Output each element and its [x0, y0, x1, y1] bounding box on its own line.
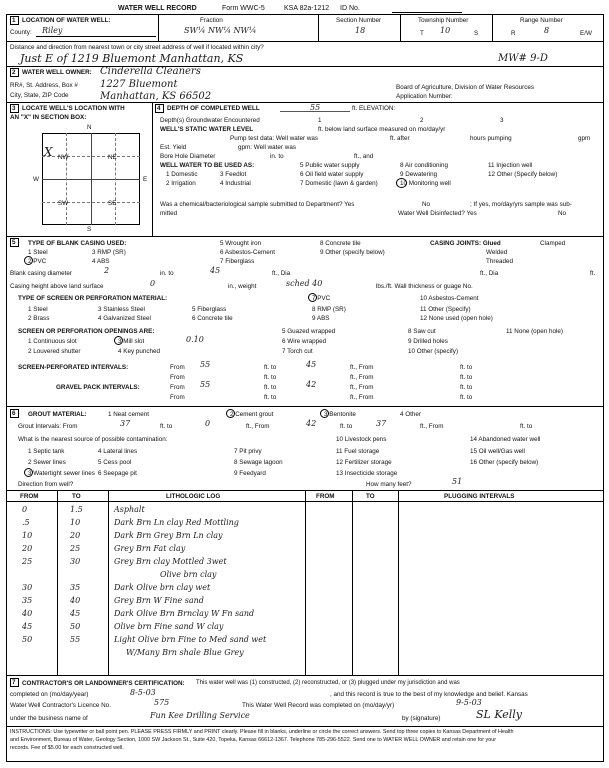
distance-label: Distance and direction from nearest town or city street address of well if located within city?	[10, 44, 264, 51]
use-other[interactable]: 12 Other (Specify below)	[488, 171, 558, 178]
scr-to-value[interactable]: 45	[306, 360, 317, 369]
screen-galvanized[interactable]: 4 Galvanized Steel	[98, 315, 151, 322]
log-to[interactable]: 35	[70, 583, 81, 592]
yield-gpm: gpm: Well water was	[238, 144, 296, 151]
casing-steel[interactable]: 1 Steel	[28, 249, 48, 256]
opening-other[interactable]: 10 Other (specify)	[408, 348, 459, 355]
log-desc[interactable]: W/Many Brn shale Blue Grey	[126, 648, 244, 657]
grav-to-2: ft. to	[460, 384, 473, 391]
grav-from-1: From	[170, 384, 185, 391]
locate-label: LOCATE WELL'S LOCATION WITH	[22, 105, 125, 112]
business-label: under the business name of	[10, 715, 88, 722]
joints-welded[interactable]: Welded	[486, 249, 508, 256]
quadrant-se: SE	[108, 200, 117, 207]
record-completed-value[interactable]: 9-5-03	[456, 698, 482, 707]
diameter-to-value[interactable]: 45	[210, 266, 221, 275]
section-label: Section Number	[336, 17, 382, 24]
diameter-value[interactable]: 2	[104, 266, 110, 275]
grout-intervals-label: Grout Intervals: From	[18, 423, 78, 430]
log-desc[interactable]: Dark Brn Grey Brn Ln clay	[114, 531, 223, 540]
log-desc[interactable]: Grey Brn Fat clay	[114, 544, 186, 553]
grout-bentonite[interactable]: 3 Bentonite	[324, 411, 356, 418]
col-lithologic-log: LITHOLOGIC LOG	[166, 493, 221, 500]
log-desc[interactable]: Dark Olive Brn Brnclay W Fn sand	[114, 609, 255, 618]
application-label: Application Number:	[396, 93, 453, 100]
log-desc[interactable]: Dark Olive brn clay wet	[114, 583, 211, 592]
log-from[interactable]: 35	[22, 596, 33, 605]
log-from[interactable]: 50	[22, 635, 33, 644]
west-label: W	[33, 176, 39, 183]
monitoring-circle	[396, 178, 407, 188]
screen-rmp[interactable]: 8 RMP (SR)	[312, 306, 346, 313]
log-from[interactable]: .5	[22, 518, 30, 527]
city-label: City, State, ZIP Code	[10, 92, 69, 99]
opening-none[interactable]: 11 None (open hole)	[506, 328, 563, 335]
instructions-3: records. Fee of $5.00 for each constructed well.	[10, 745, 124, 751]
grout-to-2: ft. to	[340, 423, 353, 430]
screen-other[interactable]: 11 Other (Specify)	[420, 306, 471, 313]
quadrant-nw: NW	[58, 154, 69, 161]
src-watertight[interactable]: 3 Watertight sewer lines	[28, 470, 95, 477]
cert-text: This water well was (1) constructed, (2) reconstructed, or (3) plugged under my jurisdiction and was	[196, 680, 460, 686]
log-from[interactable]: 25	[22, 557, 33, 566]
grav-from-3: From	[170, 394, 185, 401]
how-many-label: How many feet?	[366, 481, 412, 488]
direction-label: Direction from well?	[18, 481, 74, 488]
scr-to-2: ft. to	[460, 364, 473, 371]
grout-cement[interactable]: 2 Cement grout	[230, 411, 274, 418]
address-label: RR#, St. Address, Box #	[10, 82, 78, 89]
fraction-label: Fraction	[200, 17, 223, 24]
grout-from-3-lbl: ft., From	[420, 423, 444, 430]
screen-brass[interactable]: 2 Brass	[28, 315, 50, 322]
grout-from-2-lbl: ft., From	[246, 423, 270, 430]
pump-label: Pump test data: Well water was	[230, 135, 319, 142]
casing-fiberglass[interactable]: 7 Fiberglass	[220, 258, 255, 265]
use-label: WELL WATER TO BE USED AS:	[160, 162, 255, 169]
location-x-mark: X	[44, 145, 53, 159]
log-from[interactable]: 10	[22, 531, 33, 540]
src-seepage[interactable]: 6 Seepage pit	[98, 470, 137, 477]
slot-size[interactable]: 0.10	[186, 335, 204, 344]
ksa-ref: KSA 82a-1212	[284, 5, 330, 12]
log-desc[interactable]: Grey Brn W Fine sand	[114, 596, 204, 605]
sec5-number: 5	[12, 239, 16, 246]
completed-value[interactable]: 8-5-03	[130, 688, 156, 697]
screen-asbestos[interactable]: 10 Asbestos-Cement	[420, 295, 479, 302]
gw-1: 1	[318, 117, 322, 124]
county-label: County:	[10, 29, 32, 36]
opening-louvered[interactable]: 2 Louvered shutter	[28, 348, 81, 355]
src-septic[interactable]: 1 Septic tank	[28, 448, 65, 455]
static-tail: ft. below land surface measured on mo/day/yr	[318, 126, 446, 133]
grout-to-3: ft. to	[520, 423, 533, 430]
col-from-2: FROM	[316, 493, 335, 500]
grout-from-1[interactable]: 37	[120, 419, 131, 428]
grav-from-4: ft., From	[350, 394, 374, 401]
grav-to-value[interactable]: 42	[306, 380, 317, 389]
bore-and: ft., and	[354, 153, 374, 160]
weight-value[interactable]: sched 40	[286, 279, 323, 288]
owner-value[interactable]: Cinderella Cleaners	[100, 66, 201, 77]
use-irrigation[interactable]: 2 Irrigation	[166, 180, 196, 187]
col-to: TO	[72, 493, 81, 500]
township-value[interactable]: 10	[440, 26, 451, 35]
scr-to-4: ft. to	[460, 374, 473, 381]
log-desc[interactable]: Grey Brn clay Mottled 3wet	[114, 557, 227, 566]
scr-from-3: From	[170, 374, 185, 381]
diameter-in-to: in. to	[160, 270, 174, 277]
gravel-label: GRAVEL PACK INTERVALS:	[56, 384, 140, 391]
township-s: S	[474, 30, 479, 37]
form-number: Form WWC-5	[222, 5, 265, 12]
signature[interactable]: SL Kelly	[476, 708, 523, 721]
use-feedlot[interactable]: 3 Feedlot	[220, 171, 247, 178]
sec6-number: 6	[12, 410, 16, 417]
log-to[interactable]: 25	[70, 544, 81, 553]
bore-to: in. to	[270, 153, 284, 160]
diameter-dia-2: ft., Dia	[480, 270, 499, 277]
sec7-number: 7	[12, 679, 16, 686]
range-ew: E/W	[580, 30, 592, 37]
opening-drilled[interactable]: 9 Drilled holes	[408, 338, 448, 345]
log-from[interactable]: 40	[22, 609, 33, 618]
screen-pvc[interactable]: 7 PVC	[312, 295, 331, 302]
log-to[interactable]: 50	[70, 622, 81, 631]
board-label: Board of Agriculture, Division of Water Resources	[396, 84, 535, 91]
joints-label: CASING JOINTS: Glued	[430, 240, 501, 247]
sec3-number: 3	[12, 105, 16, 112]
col-plugging: PLUGGING INTERVALS	[444, 493, 515, 500]
screen-none[interactable]: 12 None used (open hole)	[420, 315, 493, 322]
log-to[interactable]: 1.5	[70, 505, 83, 514]
joints-clamped[interactable]: Clamped	[540, 240, 566, 247]
business-value[interactable]: Fun Kee Drilling Service	[150, 711, 250, 720]
owner-label: WATER WELL OWNER:	[22, 69, 92, 76]
fraction-value[interactable]: SW¼ NW¼ NW¼	[184, 26, 257, 35]
gw-2: 2	[420, 117, 424, 124]
src-feedyard[interactable]: 9 Feedyard	[234, 470, 266, 477]
record-text: , and this record is true to the best of my knowledge and belief. Kansas	[330, 691, 528, 698]
record-completed-label: This Water Well Record was completed on (mo/day/yr)	[242, 702, 395, 709]
feet-value[interactable]: 51	[452, 477, 463, 486]
quadrant-ne: NE	[108, 154, 117, 161]
casing-abs[interactable]: 4 ABS	[92, 258, 110, 265]
height-label: Casing height above land surface	[10, 283, 104, 290]
use-lawn[interactable]: 7 Domestic (lawn & garden)	[300, 180, 378, 187]
grout-to-1: ft. to	[160, 423, 173, 430]
col-from: FROM	[20, 493, 39, 500]
weight-label: in., weight	[228, 283, 257, 290]
static-label: WELL'S STATIC WATER LEVEL	[160, 126, 254, 133]
src-oil-well[interactable]: 15 Oil well/Gas well	[470, 448, 525, 455]
log-to[interactable]: 10	[70, 518, 81, 527]
grout-from-2[interactable]: 42	[306, 419, 317, 428]
disinfect-no[interactable]: No	[558, 210, 567, 217]
log-from[interactable]: 0	[22, 505, 28, 514]
depth-label: DEPTH OF COMPLETED WELL	[167, 105, 260, 112]
instructions-2: and Environment, Bureau of Water, Geology Section, 1000 SW Jackson St., Suite 420, Topeka, Kansas 66612-1367. Telephone 785-296-5522. Send one to WATER WELL OWNER and retain one for your	[10, 737, 497, 743]
chem-label: Was a chemical/bacteriological sample submitted to Department? Yes	[160, 201, 355, 208]
disinfect-label: Water Well Disinfected? Yes	[398, 210, 477, 217]
log-desc[interactable]: Dark Brn Ln clay Red Mottling	[114, 518, 239, 527]
joints-threaded[interactable]: Threaded	[486, 258, 513, 265]
chem-tail: ; If yes, mo/day/yrs sample was sub-	[470, 201, 572, 208]
grout-neat[interactable]: 1 Neat cement	[108, 411, 149, 418]
scr-to-1: ft. to	[264, 364, 277, 371]
casing-rmp[interactable]: 3 RMP (SR)	[92, 249, 126, 256]
opening-continuous[interactable]: 1 Continuous slot	[28, 338, 77, 345]
screen-stainless[interactable]: 3 Stainless Steel	[98, 306, 145, 313]
gw-label: Depth(s) Groundwater Encountered	[160, 117, 260, 124]
grout-to-value-1[interactable]: 0	[205, 419, 211, 428]
casing-asbestos[interactable]: 6 Asbestos-Cement	[220, 249, 275, 256]
use-domestic[interactable]: 1 Domestic	[166, 171, 198, 178]
range-label: Range Number	[520, 17, 563, 24]
license-value[interactable]: 575	[154, 698, 170, 707]
license-label: Water Well Contractor's Licence No.	[10, 702, 111, 709]
yield-label: Est. Yield	[160, 144, 187, 151]
gw-3: 3	[500, 117, 504, 124]
src-fertilizer[interactable]: 12 Fertilizer storage	[336, 459, 392, 466]
chem-no[interactable]: No	[422, 201, 431, 208]
opening-saw-cut[interactable]: 8 Saw cut	[408, 328, 436, 335]
log-to[interactable]: 30	[70, 557, 81, 566]
grav-to-3: ft. to	[264, 394, 277, 401]
log-desc[interactable]: Olive brn Fine sand W clay	[114, 622, 224, 631]
opening-wire[interactable]: 6 Wire wrapped	[282, 338, 327, 345]
screen-steel[interactable]: 1 Steel	[28, 306, 48, 313]
well-id[interactable]: MW# 9-D	[498, 53, 548, 64]
use-injection[interactable]: 11 Injection well	[488, 162, 533, 169]
contamination-label: What is the nearest source of possible contamination:	[18, 436, 168, 443]
wall-label: lbs./ft. Wall thickness or guage No.	[376, 283, 473, 290]
cert-label: CONTRACTOR'S OR LANDOWNER'S CERTIFICATION:	[22, 680, 185, 687]
sec1-label: LOCATION OF WATER WELL:	[22, 17, 111, 24]
screen-fiberglass[interactable]: 5 Fiberglass	[192, 306, 227, 313]
use-dewatering[interactable]: 9 Dewatering	[400, 171, 438, 178]
bore-label: Bore Hole Diameter	[160, 153, 216, 160]
src-cess-pool[interactable]: 5 Cess pool	[98, 459, 132, 466]
diameter-dia: ft., Dia	[272, 270, 291, 277]
address-value[interactable]: 1227 Bluemont	[100, 79, 178, 90]
src-lateral[interactable]: 4 Lateral lines	[98, 448, 138, 455]
height-value[interactable]: 0	[150, 279, 156, 288]
sec4-number: 4	[157, 105, 161, 112]
completed-label: completed on (mo/day/year)	[10, 691, 89, 698]
grav-to-1: ft. to	[264, 384, 277, 391]
src-abandoned[interactable]: 14 Abandoned water well	[470, 436, 541, 443]
src-insecticide[interactable]: 13 Insecticide storage	[336, 470, 398, 477]
quadrant-sw: SW	[58, 200, 69, 207]
log-desc[interactable]: Olive brn clay	[160, 570, 217, 579]
col-to-2: TO	[366, 493, 375, 500]
use-public[interactable]: 5 Public water supply	[300, 162, 360, 169]
use-industrial[interactable]: 4 Industrial	[220, 180, 251, 187]
opening-gauzed[interactable]: 5 Guazed wrapped	[282, 328, 336, 335]
openings-label: SCREEN OR PERFORATION OPENINGS ARE:	[18, 328, 155, 335]
src-sewer[interactable]: 2 Sewer lines	[28, 459, 66, 466]
grout-to-value-2[interactable]: 37	[376, 419, 387, 428]
grout-other[interactable]: 4 Other	[400, 411, 421, 418]
src-other[interactable]: 16 Other (specify below)	[470, 459, 539, 466]
depth-value[interactable]: 55	[310, 103, 321, 112]
pump-hours: hours pumping	[470, 135, 512, 142]
id-no-label: ID No.	[340, 5, 360, 12]
instructions-1: INSTRUCTIONS: Use typewriter or ball point pen. PLEASE PRESS FIRMLY and PRINT clearly. Please fill in blanks, underline or circle the correct answers. Send top three copies to Kansas Department of Health	[10, 729, 514, 735]
scr-from-value[interactable]: 55	[200, 360, 211, 369]
section-value[interactable]: 18	[355, 26, 366, 35]
county-value[interactable]: Riley	[42, 26, 63, 35]
opening-mill-slot[interactable]: 3 Mill slot	[118, 338, 145, 345]
township-t: T	[420, 30, 424, 37]
scr-from-1: From	[170, 364, 185, 371]
south-label: S	[87, 226, 92, 233]
casing-label: TYPE OF BLANK CASING USED:	[28, 240, 127, 247]
sec1-number: 1	[12, 17, 16, 24]
log-from[interactable]: 45	[22, 622, 33, 631]
diameter-ft: ft.	[590, 270, 596, 277]
grav-from-value[interactable]: 55	[200, 380, 211, 389]
log-to[interactable]: 40	[70, 596, 81, 605]
screen-label: TYPE OF SCREEN OR PERFORATION MATERIAL:	[18, 295, 168, 302]
screen-abs[interactable]: 9 ABS	[312, 315, 330, 322]
casing-other[interactable]: 9 Other (specify below)	[320, 249, 385, 256]
screen-intervals-label: SCREEN-PERFORATED INTERVALS:	[18, 364, 129, 371]
log-to[interactable]: 20	[70, 531, 81, 540]
opening-key-punched[interactable]: 4 Key punched	[118, 348, 161, 355]
scr-to-3: ft. to	[264, 374, 277, 381]
use-monitoring[interactable]: 10 Monitoring well	[400, 180, 451, 187]
sec2-number: 2	[12, 69, 16, 76]
opening-torch[interactable]: 7 Torch cut	[282, 348, 313, 355]
src-livestock[interactable]: 10 Livestock pens	[336, 436, 387, 443]
diameter-label: Blank casing diameter	[10, 270, 72, 277]
casing-concrete[interactable]: 8 Concrete tile	[320, 240, 361, 247]
src-pit-privy[interactable]: 7 Pit privy	[234, 448, 262, 455]
log-to[interactable]: 55	[70, 635, 81, 644]
north-label: N	[87, 124, 92, 131]
use-oilfield[interactable]: 6 Oil field water supply	[300, 171, 364, 178]
log-desc[interactable]: Asphalt	[114, 505, 145, 514]
src-lagoon[interactable]: 8 Sewage lagoon	[234, 459, 283, 466]
city-value[interactable]: Manhattan, KS 66502	[100, 91, 212, 102]
east-label: E	[143, 176, 148, 183]
elevation-label: ft. ELEVATION:	[352, 105, 396, 112]
log-desc[interactable]: Light Olive brn Fine to Med sand wet	[114, 635, 267, 644]
scr-from-2: ft., From	[350, 364, 374, 371]
grav-to-4: ft. to	[460, 394, 473, 401]
township-label: Township Number	[418, 17, 469, 24]
pump-after: ft. after	[390, 135, 410, 142]
locate-label-2: AN "X" IN SECTION BOX:	[10, 114, 87, 121]
form-title: WATER WELL RECORD	[118, 5, 197, 12]
range-r: R	[511, 30, 516, 37]
pump-gpm: gpm	[578, 135, 591, 142]
chem-mitted: mitted	[160, 210, 178, 217]
signature-label: by (signature)	[402, 715, 441, 722]
grout-label: GROUT MATERIAL:	[28, 411, 87, 418]
grav-from-2: ft., From	[350, 384, 374, 391]
scr-from-4: ft., From	[350, 374, 374, 381]
screen-concrete[interactable]: 6 Concrete tile	[192, 315, 233, 322]
log-from[interactable]: 30	[22, 583, 33, 592]
distance-value[interactable]: Just E of 1219 Bluemont Manhattan, KS	[20, 52, 244, 65]
casing-wrought[interactable]: 5 Wrought iron	[220, 240, 262, 247]
range-value[interactable]: 8	[544, 26, 550, 35]
log-from[interactable]: 20	[22, 544, 33, 553]
use-aircon[interactable]: 8 Air conditioning	[400, 162, 448, 169]
src-fuel[interactable]: 11 Fuel storage	[336, 448, 380, 455]
log-to[interactable]: 45	[70, 609, 81, 618]
casing-pvc[interactable]: 2 PVC	[28, 258, 47, 265]
